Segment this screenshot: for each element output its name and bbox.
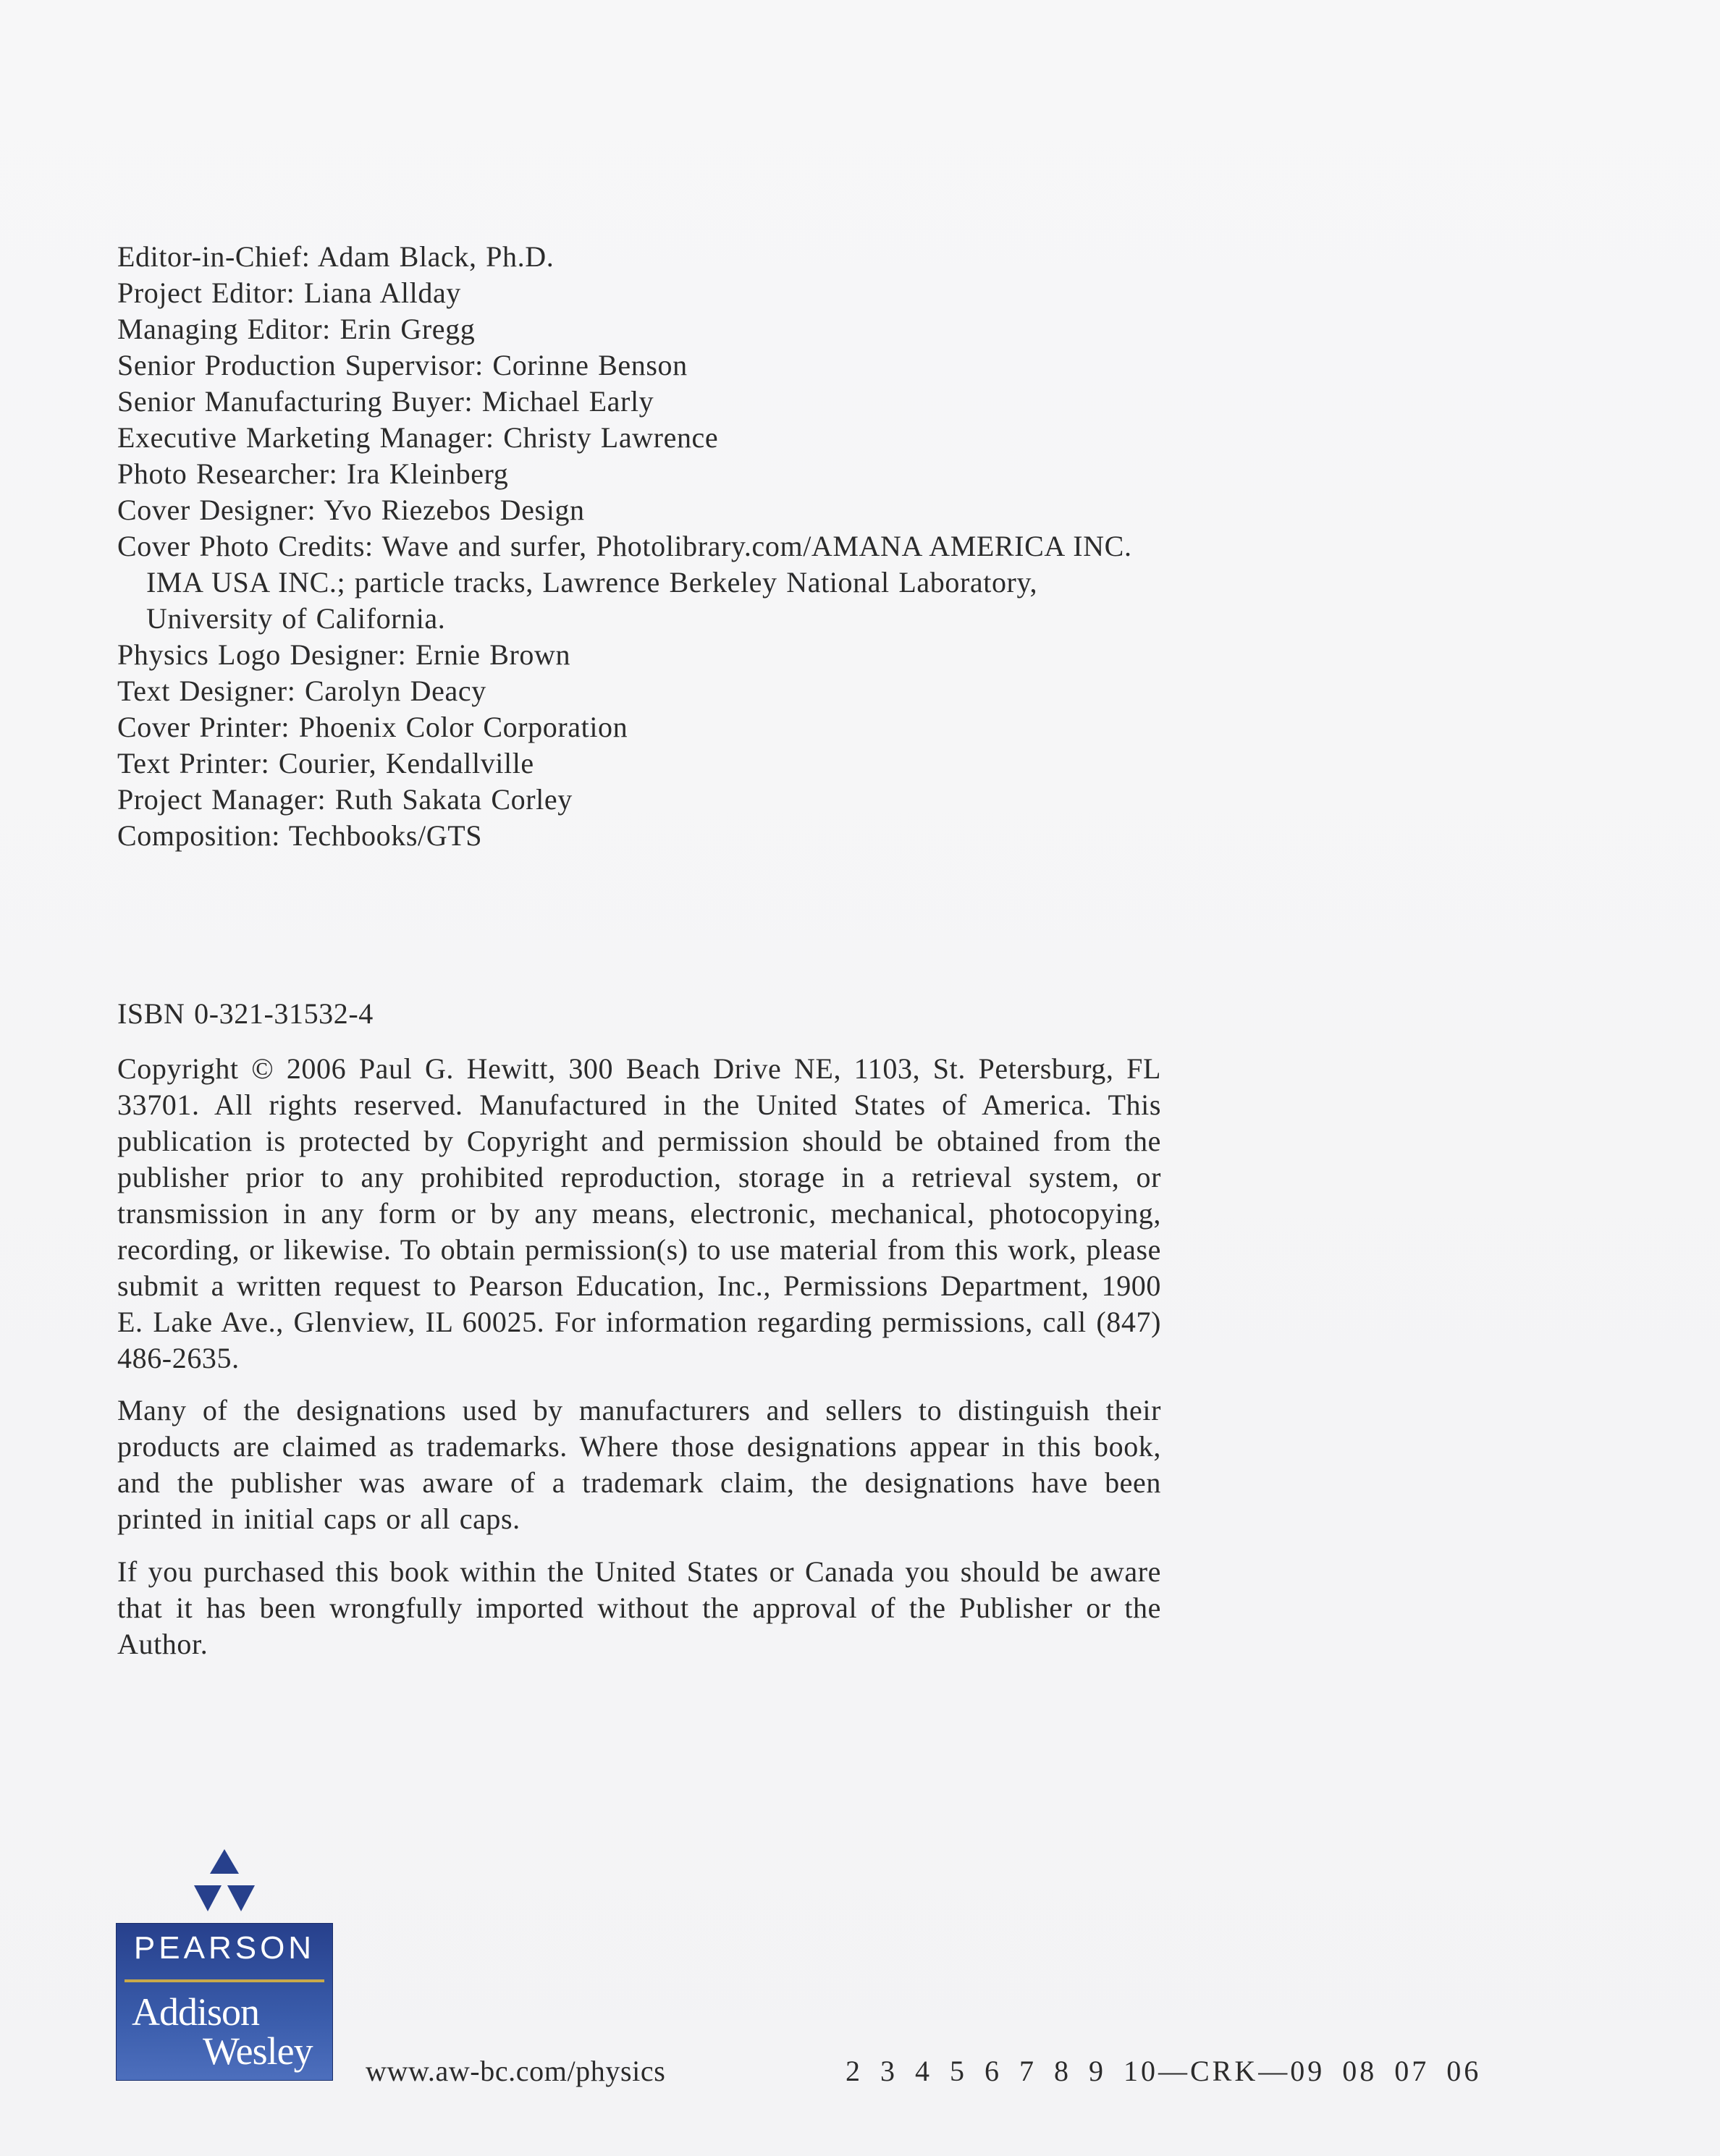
import-notice-paragraph: If you purchased this book within the United States or Canada you should be aware that it has been wrongfully imported without the approval of the Publisher or the Author. [117, 1555, 1161, 1660]
website-url: www.aw-bc.com/physics [366, 2055, 666, 2087]
logo-box [116, 1923, 333, 2081]
credit-line: Senior Production Supervisor: Corinne Benson [117, 349, 688, 381]
credit-line: Text Printer: Courier, Kendallville [117, 747, 534, 779]
copyright-paragraph: Copyright © 2006 Paul G. Hewitt, 300 Beach Drive NE, 1103, St. Petersburg, FL 33701. All rights reserved. Manufactured in the United States of America. This publication is protected by Copyright and permission should be obtained from the publisher prior to any prohibited reproduction, storage in a retrieval system, or transmission in any form or by any means, electronic, mechanical, photocopying, recording, or likewise. To obtain permission(s) to use material from this work, please submit a written request to Pearson Education, Inc., Permissions Department, 1900 E. Lake Ave., Glenview, IL 60025. For information regarding permissions, call (847) 486-2635. [117, 1052, 1161, 1374]
credit-line: Physics Logo Designer: Ernie Brown [117, 638, 571, 671]
credit-line: Executive Marketing Manager: Christy Lawrence [117, 421, 719, 454]
credit-line: IMA USA INC.; particle tracks, Lawrence Berkeley National Laboratory, [146, 566, 1038, 599]
logo-addison-text: Addison [132, 1990, 260, 2034]
credit-line: Project Manager: Ruth Sakata Corley [117, 783, 573, 816]
logo-pearson-text: PEARSON [133, 1930, 316, 1966]
credit-line: Project Editor: Liana Allday [117, 276, 461, 309]
credits-list [117, 239, 1348, 854]
print-line: 2 3 4 5 6 7 8 9 10—CRK—09 08 07 06 [846, 2055, 1482, 2087]
credit-line: Text Designer: Carolyn Deacy [117, 675, 486, 707]
credit-line: Cover Designer: Yvo Riezebos Design [117, 494, 585, 526]
credit-line: University of California. [146, 602, 446, 635]
credit-line: Cover Printer: Phoenix Color Corporation [117, 711, 628, 743]
pearson-triangles-icon [187, 1849, 262, 1914]
credit-line: Managing Editor: Erin Gregg [117, 313, 476, 345]
pearson-addison-wesley-logo [116, 1849, 333, 2081]
logo-wesley-text: Wesley [203, 2029, 313, 2073]
credit-line: Cover Photo Credits: Wave and surfer, Photolibrary.com/AMANA AMERICA INC. [117, 530, 1132, 562]
isbn: ISBN 0-321-31532-4 [117, 997, 374, 1030]
logo-divider [125, 1979, 324, 1982]
credit-line: Photo Researcher: Ira Kleinberg [117, 457, 509, 490]
credit-line: Composition: Techbooks/GTS [117, 819, 483, 852]
trademark-paragraph: Many of the designations used by manufacturers and sellers to distinguish their products are claimed as trademarks. Where those designations appear in this book, and the publisher was aware of a trademark claim, the designations have been printed in initial caps or all caps. [117, 1394, 1161, 1535]
credit-line: Senior Manufacturing Buyer: Michael Early [117, 385, 654, 418]
credit-line: Editor-in-Chief: Adam Black, Ph.D. [117, 240, 555, 273]
